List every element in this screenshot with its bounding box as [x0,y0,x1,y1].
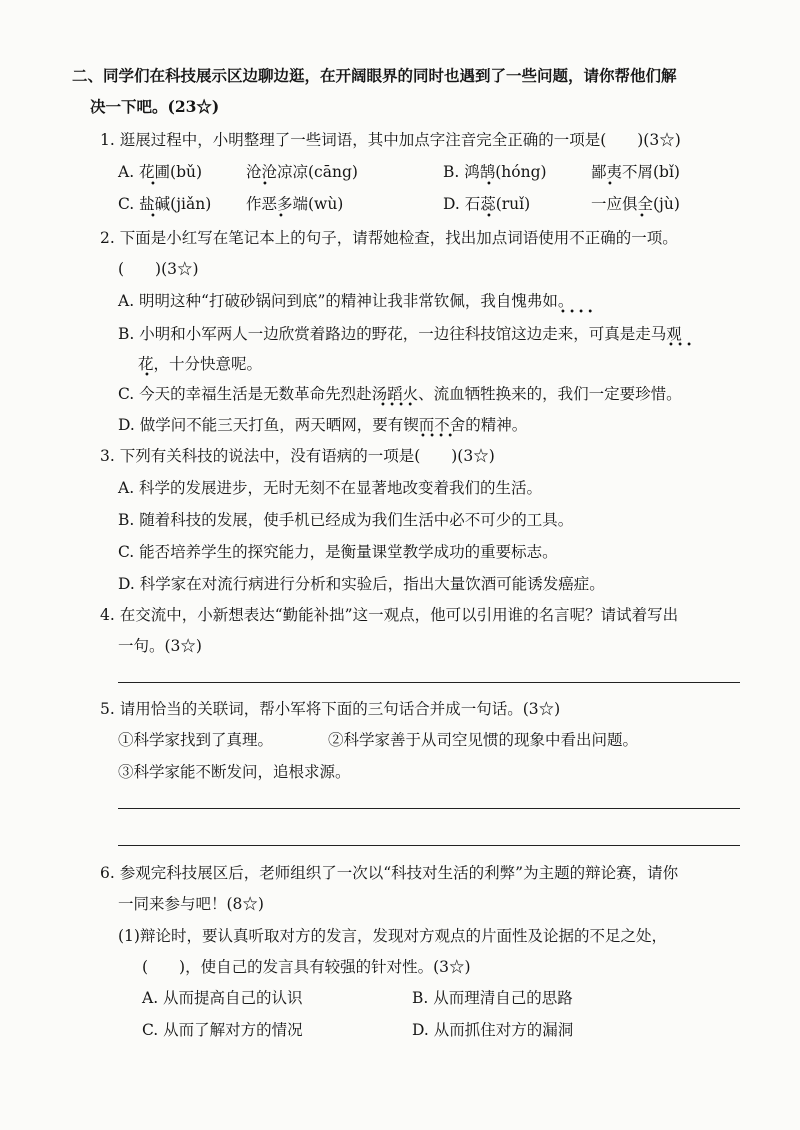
q5-answer-line-1[interactable] [118,808,740,809]
q5-answer-line-2[interactable] [118,845,740,846]
q1-option-d-2: 一应俱全(jù) [591,195,680,213]
emphasis-dot: • [150,211,156,222]
emphasis-dot: • [639,211,645,222]
q3-option-c: C. 能否培养学生的探究能力，是衡量课堂教学成功的重要标志。 [118,543,558,561]
q1-option-a-2: 沧沧凉凉(cāng) [246,163,358,181]
emphasis-dot: • [607,179,613,190]
q1-option-d-1: D. 石蕊(ruǐ) [443,195,531,213]
section-title-line2: 决一下吧。(23☆) [90,97,220,116]
q2-stem: 2. 下面是小红写在笔记本上的句子，请帮她检查，找出加点词语使用不正确的一项。 [100,229,678,247]
q4-answer-line[interactable] [118,682,740,683]
q5-sentence-1: ①科学家找到了真理。 [118,731,274,749]
q6-stem-line1: 6. 参观完科技展区后，老师组织了一次以“科技对生活的利弊”为主题的辩论赛，请你 [100,864,679,882]
q4-stem-line1: 4. 在交流中，小新想表达“勤能补拙”这一观点，他可以引用谁的名言呢？请试着写出 [100,606,679,624]
q6-option-c: C. 从而了解对方的情况 [142,1021,303,1039]
q3-option-a: A. 科学的发展进步，无时无刻不在显著地改变着我们的生活。 [118,479,543,497]
q2-stem-answer: ( )(3☆) [118,260,199,278]
q6-stem-line2: 一同来参与吧！(8☆) [118,895,264,913]
q1-option-b-2: 鄙夷不屑(bǐ) [591,163,680,181]
q1-option-c-1: C. 盐碱(jiǎn) [118,195,212,213]
q3-stem: 3. 下列有关科技的说法中，没有语病的一项是( )(3☆) [100,447,495,465]
q2-option-b-line2: 花，十分快意呢。 [138,355,263,373]
q1-option-c-2: 作恶多端(wù) [246,195,344,213]
q6-option-a: A. 从而提高自己的认识 [142,989,303,1007]
emphasis-dot: • [150,179,156,190]
q2-option-d: D. 做学问不能三天打鱼，两天晒网，要有锲而不舍的精神。 [118,416,528,434]
emphasis-dot: • • • • [420,431,454,442]
q6-option-b: B. 从而理清自己的思路 [412,989,573,1007]
q2-option-b-line1: B. 小明和小军两人一边欣赏着路边的野花，一边往科技馆这边走来，可真是走马观 [118,325,682,343]
emphasis-dot: • • • • [380,400,414,411]
q1-option-a-1: A. 花圃(bǔ) [118,163,203,181]
q1-stem: 1. 逛展过程中，小明整理了一些词语，其中加点字注音完全正确的一项是( )(3☆) [100,131,681,149]
emphasis-dot: • [486,211,492,222]
emphasis-dot: • [144,370,150,381]
emphasis-dot: • [486,179,492,190]
q3-option-b: B. 随着科技的发展，使手机已经成为我们生活中必不可少的工具。 [118,511,574,529]
q6-sub1-line1: (1)辩论时，要认真听取对方的发言，发现对方观点的片面性及论据的不足之处， [118,927,667,945]
q5-sentence-3: ③科学家能不断发问，追根求源。 [118,763,351,781]
section-title-line1: 二、同学们在科技展示区边聊边逛，在开阔眼界的同时也遇到了一些问题，请你帮他们解 [72,66,677,85]
emphasis-dot: • • • [668,340,693,351]
q4-stem-line2: 一句。(3☆) [118,637,202,655]
q1-option-b-1: B. 鸿鹄(hóng) [443,163,547,181]
q2-option-a: A. 明明这种“打破砂锅问到底”的精神让我非常钦佩，我自愧弗如。 [118,292,574,310]
q2-option-c: C. 今天的幸福生活是无数革命先烈赴汤蹈火、流血牺牲换来的，我们一定要珍惜。 [118,385,682,403]
q3-option-d: D. 科学家在对流行病进行分析和实验后，指出大量饮酒可能诱发癌症。 [118,575,605,593]
emphasis-dot: • [278,211,284,222]
q6-option-d: D. 从而抓住对方的漏洞 [412,1021,574,1039]
emphasis-dot: • [262,179,268,190]
q5-stem: 5. 请用恰当的关联词，帮小军将下面的三句话合并成一句话。(3☆) [100,700,561,718]
emphasis-dot: • • • • [560,307,594,318]
q6-sub1-line2: ( )，使自己的发言具有较强的针对性。(3☆) [142,958,471,976]
q5-sentence-2: ②科学家善于从司空见惯的现象中看出问题。 [328,731,639,749]
